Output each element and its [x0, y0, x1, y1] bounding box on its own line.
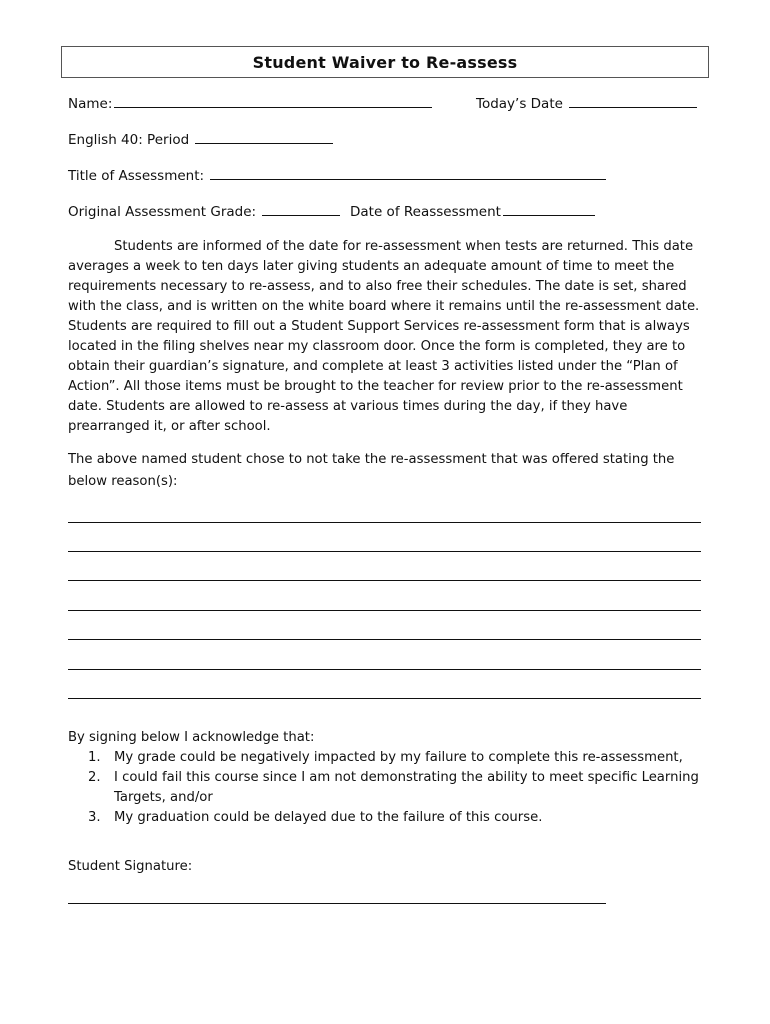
reason-line-1[interactable] — [68, 522, 701, 523]
acknowledgement-list — [68, 748, 708, 828]
reassessment-date-row — [350, 204, 595, 220]
period-field[interactable] — [195, 142, 333, 144]
original-grade-label: Original Assessment Grade: — [68, 204, 257, 220]
name-field[interactable] — [114, 106, 432, 108]
date-field[interactable] — [569, 106, 697, 108]
item-text: I could fail this course since I am not demonstrating the ability to meet specific Learning Targets, and/or — [114, 770, 699, 805]
acknowledgement-item — [68, 748, 708, 768]
item-text: My graduation could be delayed due to the failure of this course. — [114, 810, 543, 825]
item-number: 3. — [88, 810, 101, 825]
form-title: Student Waiver to Re-assess — [252, 52, 518, 72]
reason-line-5[interactable] — [68, 639, 701, 640]
period-row — [68, 132, 333, 148]
reason-line-6[interactable] — [68, 669, 701, 670]
name-row — [68, 96, 432, 112]
policy-paragraph: Students are informed of the date for re-assessment when tests are returned. This date averages a week to ten days later giving students an adequate amount of time to meet the requirements necessary to re-assess, and to also free their schedules. The date is set, shared with the class, and is written on the white board where it remains until the re-assessment date. Students are required to fill out a Student Support Services re-assessment form that is always located in the filing shelves near my classroom door. Once the form is completed, they are to obtain their guardian’s signature, and complete at least 3 activities listed under the “Plan of Action”. All those items must be brought to the teacher for review prior to the re-assessment date. Students are allowed to re-assess at various times during the day, if they have prearranged it, or after school. — [68, 239, 700, 434]
reason-line-4[interactable] — [68, 610, 701, 611]
reassessment-date-field[interactable] — [503, 214, 595, 216]
acknowledgement-item — [68, 808, 708, 828]
reassessment-date-label: Date of Reassessment — [350, 204, 501, 220]
item-number: 2. — [88, 770, 101, 785]
name-label: Name: — [68, 96, 113, 112]
acknowledgement-intro: By signing below I acknowledge that: — [68, 730, 315, 745]
period-label: English 40: Period — [68, 132, 190, 148]
reason-line-3[interactable] — [68, 580, 701, 581]
item-number: 1. — [88, 750, 101, 765]
signature-label: Student Signature: — [68, 859, 193, 874]
assessment-title-field[interactable] — [210, 178, 606, 180]
item-text: My grade could be negatively impacted by my failure to complete this re-assessment, — [114, 750, 683, 765]
signature-line[interactable] — [68, 903, 606, 904]
date-row — [476, 96, 697, 112]
reason-line-7[interactable] — [68, 698, 701, 699]
original-grade-field[interactable] — [262, 214, 340, 216]
acknowledgement-item — [68, 768, 708, 808]
original-grade-row — [68, 204, 340, 220]
reason-line-2[interactable] — [68, 551, 701, 552]
date-label: Today’s Date — [476, 96, 563, 112]
assessment-title-row — [68, 168, 606, 184]
assessment-title-label: Title of Assessment: — [68, 168, 205, 184]
title-box — [61, 46, 709, 78]
reason-prompt: The above named student chose to not take the re-assessment that was offered stating the below reason(s): — [68, 452, 675, 489]
